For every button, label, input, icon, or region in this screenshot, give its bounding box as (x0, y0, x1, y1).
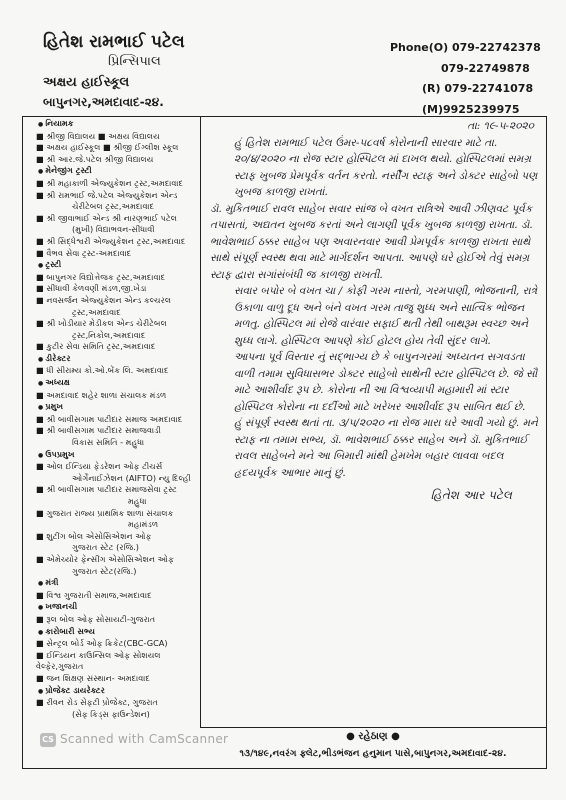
sidebar-item: ■ રૂલ બોલ ઓફ સોસાયટી-ગુજરાત (36, 613, 156, 624)
sidebar-item: ■ શ્રીજી વિદ્યાલય ■ અક્ષય વિદ્યાલય (36, 130, 160, 141)
sidebar-item: ■ રીવન રોડ સેફટી પ્રોજેક્ટ, ગુજરાત (36, 697, 158, 708)
letter-paragraph: આપના પૂર્વ વિસ્તાર નું સદ્ભાગ્ય છે કે બાપુનગરમાં અધ્યતન સગવડતા વાળી તમામ સુવિધાસભર ડોક્ટર સાહેબો સાથેની સ્ટાર હોસ્પિટલ છે. જે સૌ માટે આશીર્વાદ રૂપ છે. કોરોના ની આ વિશ્વવ્યાપી મહામારી માં સ્ટાર હોસ્પિટલ કોરોના ના દર્દીઓ માટે ખરેખર આશીર્વાદ રૂપ સાબિત થઈ છે. (234, 351, 538, 413)
sidebar-item: ટ્રસ્ટ,અમદાવાદ (72, 306, 121, 317)
sidebar-item: ગુજરાત સ્ટેટ(રજિ.) (72, 565, 137, 576)
sidebar-item: ■ બાપુનગર વિદ્યોત્તેજક ટ્રસ્ટ,અમદાવાદ (36, 271, 166, 282)
school-name: અક્ષય હાઈસ્કૂલ (43, 75, 130, 90)
sidebar-section-heading: ● મંત્રી (28, 577, 198, 590)
camscanner-logo-icon: CS (40, 733, 56, 747)
sidebar-item: (મુખી) વિદ્યાભવન-સીંધાવી (72, 224, 155, 235)
sidebar-item: ■ સીંધાવી કેળવણી મંડળ,જી.ખેડા (36, 283, 147, 294)
sidebar-item: ■ સેન્ટ્રલ બોર્ડ ઓફ ક્રિકેટ(CBC-GCA) (36, 638, 168, 649)
footer-divider (200, 727, 546, 728)
sidebar-section-heading: ● ટ્રસ્ટી (28, 259, 198, 272)
letter-paragraph: હું હિતેશ રામભાઈ પટેલ ઉંમર-૫૮વર્ષ કોરોનાની સારવાર માટે તા. ૨૦/૪/૨૦૨૦ ના રોજ સ્ટાર હોસ્પિટલ માં દાખલ થયો. હોસ્પિટલમાં સમગ્ર સ્ટાફ ખુબજ પ્રેમપૂર્વક વર્તન કરતો. નર્સીંગ સ્ટાફ અને ડોક્ટર સાહેબો પણ ખુબજ કાળજી રાખતાં. (234, 136, 538, 198)
school-address: બાપુનગર,અમદાવાદ-૨૪. (43, 95, 164, 109)
sidebar-section-heading: ● પ્રોજેક્ટ ડાયરેક્ટર (28, 685, 198, 698)
sidebar-item: મહામંડળ (128, 519, 159, 530)
camscanner-watermark: Scanned with CamScanner (60, 732, 229, 746)
sidebar-item: ■ કુટીર સેવા સમિતિ ટ્રસ્ટ,અમદાવાદ (36, 341, 156, 352)
sidebar-section-heading: ● ખજાનચી (28, 601, 198, 614)
sidebar-section-heading: ● નિયામક (28, 118, 198, 131)
residence-label: ● રહેઠાણ ● (346, 731, 400, 742)
sidebar-item: ■ શ્રી સિદ્ધેશ્વરી એજ્યુકેશન ટ્રસ્ટ,અમદાવાદ (36, 235, 186, 246)
sidebar-item: ■ શ્રી જીવાભાઈ એન્ડ શ્રી નારણભાઈ પટેલ (36, 212, 177, 223)
sidebar-section-heading: ● ડીરેક્ટર (28, 353, 198, 366)
letter-paragraph: સવાર બપોર બે વખત ચા / કોફી ગરમ નાસ્તો, ગરમપાણી, ભોજનાની, રાત્રે ઉકાળા વાળુ દૂધ અને બંને વખત ગરમ તાજુ શુધ્ધ અને સાત્વિક ભોજન મળતુ. હોસ્પિટલ માં રોજે વારંવાર સફાઈ થતી તેથી બાથરૂમ સ્વચ્છ અને શુધ્ધ લાગે. હોસ્પિટલ આપણે કોઈ હોટલ હોય તેવી સુંદર લાગે. (234, 285, 538, 347)
sidebar-item: ■ શ્રી મહાકાળી એજ્યુકેશન ટ્રસ્ટ,અમદાવાદ (36, 177, 184, 188)
sidebar-item: ■ એમેચ્યોર ફેન્સીંગ એસોસિએશન ઓફ (36, 553, 174, 564)
sidebar-item: ■ ઈન્ડિયન કાઉન્સિલ ઓફ સોશયલ વેલ્ફેર,ગુજરાત (36, 649, 161, 672)
sidebar-item: ■ ધી સીરામ્ય કો.ઓ.બેંક લિ. અમદાવાદ (36, 365, 169, 376)
sidebar-item: ■ શુટીંગ બોલ એસોસિએશન ઓફ (36, 530, 152, 541)
sidebar-item: ■ અક્ષય હાઈસ્કૂલ ■ શ્રીજી ઈંગ્લીશ સ્કૂલ (36, 142, 179, 153)
sidebar-item: ■ જન શિક્ષણ સંસ્થાન- અમદાવાદ (36, 672, 150, 683)
sidebar-item: (સેફ કિડ્સ ફાઉન્ડેશન) (72, 708, 150, 719)
letter-date: તા: ૧૯-૫-૨૦૨૦ (467, 120, 534, 132)
sidebar-item: ■ વિશ્વ ગુજરાતી સમાજ,અમદાવાદ (36, 589, 152, 600)
phone-mobile: (M)9925239975 (422, 102, 520, 116)
principal-role: પ્રિન્સિપાલ (108, 54, 161, 69)
header-divider (22, 116, 546, 117)
affiliations-sidebar (28, 118, 198, 724)
sidebar-section-heading: ● ઉપપ્રમુખ (28, 449, 198, 462)
sidebar-item: ■ અમદાવાદ શહેર શાળા સંચાલક મંડળ (36, 389, 167, 400)
signature: હિતેશ આર પટેલ (430, 488, 512, 502)
phone-residence: (R) 079-22741078 (422, 82, 534, 95)
sidebar-item: ■ શ્રી ખોડીયાર મેડીકલ એન્ડ ચેરીટેબલ (36, 318, 167, 329)
sidebar-item: ઓર્ગેનાઈઝેશન (AIFTO) ન્યુ દિલ્હી (72, 472, 191, 483)
phone-block (390, 38, 560, 120)
letter-body (210, 118, 542, 726)
sidebar-section-heading: ● પ્રમુખ (28, 401, 198, 414)
sidebar-section-heading: ● અધ્યક્ષ (28, 377, 198, 390)
sidebar-item: ■ શ્રી બાવીસગામ પાટીદાર સમાજસેવા ટ્રસ્ટ (36, 484, 177, 495)
sidebar-item: ■ ઓલ ઈન્ડિયા ફેડરેશન ઓફ ટીચર્સ (36, 461, 163, 472)
frame-right-border (546, 116, 547, 769)
principal-name: હિતેશ રામભાઈ પટેલ (43, 32, 185, 52)
sidebar-item: ■ શ્રી આર.જે.પટેલ શ્રીજી વિદ્યાલય (36, 153, 154, 164)
residence-address: ૧૩/૧૪૯,નવરંગ ફ્લેટ,ભીડભંજન હનુમાન પાસે,બાપુનગર,અમદાવાદ-૨૪. (239, 748, 507, 759)
sidebar-item: ચેરીટેબલ ટ્રસ્ટ,અમદાવાદ (72, 201, 155, 212)
column-divider (200, 116, 201, 728)
sidebar-item: ગુજરાત સ્ટેટ (રજિ.) (72, 542, 139, 553)
phone-office-2: 079-22749878 (441, 61, 530, 75)
sidebar-item: ■ શ્રી રામભાઈ જે.પટેલ એજ્યુકેશન એન્ડ (36, 189, 178, 200)
sidebar-item: મહુધા (128, 496, 147, 506)
bottom-border (22, 768, 546, 769)
sidebar-item: ■ નવસર્જન એજ્યુકેશન એન્ડ કલ્ચરલ (36, 294, 172, 305)
sidebar-item: ■ શ્રી બાવીસગામ પાટીદાર સમાજ અમદાવાદ (36, 413, 183, 424)
letter-paragraph: ડૉ. મુકિતભાઈ રાવલ સાહેબ સવાર સાંજ બે વખત રાત્રિએ આવી ઝીણવટ પૂર્વક તપાસતાં, અદ્યતન ખુબજ કરતાં અને લાગણી પૂર્વક ખુબજ કાળજી રાખતા. ડૉ. ભાવેશભાઈ ઠક્કર સાહેબ પણ અવારનવાર આવી પ્રેમપૂર્વક કાળજી રાખતા સાથે સાથે સંપૂર્ણ સ્વસ્થ થવા માટે માર્ગદર્શન આપતા. આપણે ઘરે હોઈએ તેવું સમગ્ર સ્ટાફ દ્વારા સગાંસંબંધી જ કાળજી રાખતી. (210, 202, 533, 281)
letter-paragraph: હું સંપૂર્ણ સ્વસ્થ થતાં તા. ૩/૫/૨૦૨૦ ના રોજ મારા ઘરે આવી ગયો છું. મને સ્ટાફ ના તમામ સભ્ય, ડૉ. ભાવેશભાઈ ઠક્કર સાહેબ અને ડૉ. મુકિતભાઈ રાવલ સાહેબને મને આ બિમારી માંથી હેમખેમ બહાર લાવવા બદલ હૃદયપૂર્વક આભાર માનું છું. (234, 417, 538, 479)
sidebar-item: ટ્રસ્ટ,નિકોલ,અમદાવાદ (72, 329, 146, 340)
phone-office-1: Phone(O) 079-22742378 (390, 41, 541, 54)
frame-left-border (22, 116, 23, 769)
sidebar-item: ■ વૈભવ સેવા ટ્રસ્ટ-અમદાવાદ (36, 247, 132, 258)
sidebar-section-heading: ● મેનેજીંગ ટ્રસ્ટી (28, 165, 198, 178)
sidebar-section-heading: ● કારોબારી સભ્ય (28, 626, 198, 639)
sidebar-item: ■ શ્રી બાવીસગામ પાટીદાર સમાજવાડી (36, 425, 161, 436)
sidebar-item: વિકાસ સમિતિ - મહુધા (72, 437, 145, 448)
sidebar-item: ■ ગુજરાત રાજ્ય પ્રાથમિક શાળા સંચાલક (36, 507, 174, 518)
